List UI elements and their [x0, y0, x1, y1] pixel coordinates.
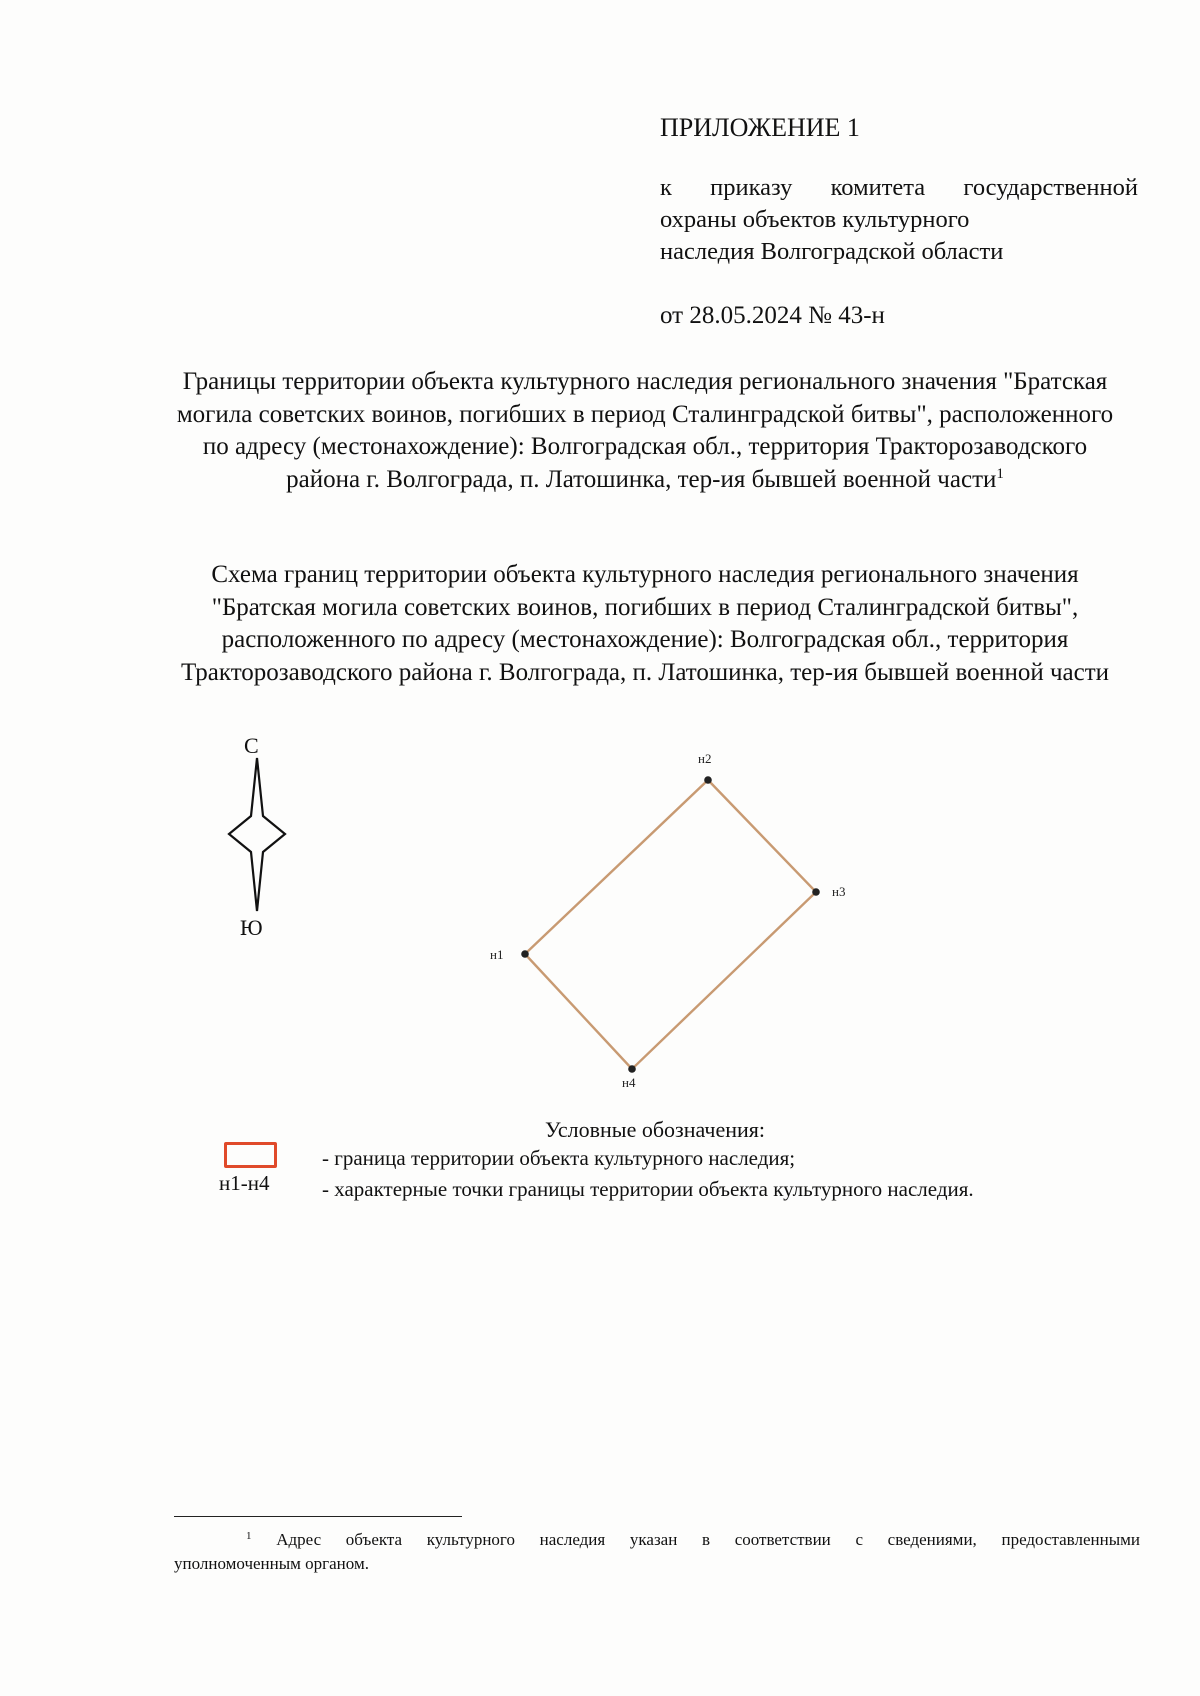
legend-title: Условные обозначения: — [544, 1117, 766, 1142]
boundaries-heading — [175, 366, 1115, 496]
appendix-title: ПРИЛОЖЕНИЕ 1 — [660, 113, 860, 142]
boundary-point-label-n4: н4 — [622, 1075, 636, 1090]
order-reference-line-1: к приказу комитета государственной — [660, 174, 1138, 201]
boundary-point-n4 — [628, 1065, 636, 1073]
footnote-line-1 — [174, 1528, 1140, 1552]
order-reference — [660, 172, 1138, 268]
footnote — [174, 1528, 1140, 1576]
legend-boundary-swatch — [224, 1142, 277, 1168]
boundary-scheme — [480, 745, 860, 1090]
order-date: от 28.05.2024 № 43-н — [660, 302, 885, 329]
compass-north-label: С — [244, 733, 259, 758]
footnote-mark: 1 — [246, 1530, 252, 1542]
boundary-point-label-n3: н3 — [832, 884, 846, 899]
boundary-point-label-n2: н2 — [698, 751, 712, 766]
legend-boundary-item: - граница территории объекта культурного наследия; — [322, 1146, 796, 1170]
scheme-heading: Схема границ территории объекта культурного наследия регионального значения "Братская могила советских воинов, погибших в период Сталинградской битвы", расположенного по адресу (местонахождение): Волгоградская обл., территория Тракторозаводского района г. Волгограда, п. Латошинка, тер-ия бывшей военной части — [180, 561, 1110, 686]
footnote-text-line-1: Адрес объекта культурного наследия указан в соответствии с сведениями, предоставленными — [276, 1530, 1140, 1549]
order-reference-line-2: охраны объектов культурного — [660, 206, 970, 233]
boundary-point-n1 — [521, 950, 529, 958]
north-arrow-icon — [225, 728, 290, 943]
boundary-polygon — [525, 780, 816, 1069]
compass-south-label: Ю — [240, 915, 263, 940]
boundary-point-n3 — [812, 888, 820, 896]
footnote-text-line-2: уполномоченным органом. — [174, 1554, 369, 1573]
boundaries-heading-text: Границы территории объекта культурного наследия регионального значения "Братская могила советских воинов, погибших в период Сталинградской битвы", расположенного по адресу (местонахождение): Волгоградская обл., территория Тракторозаводского района г. Волгограда, п. Латошинка, тер-ия бывшей военной части — [176, 368, 1114, 493]
order-reference-line-3: наследия Волгоградской области — [660, 238, 1004, 265]
footnote-divider — [174, 1516, 462, 1517]
boundary-point-label-n1: н1 — [490, 947, 504, 962]
legend-points-item: - характерные точки границы территории объекта культурного наследия. — [322, 1177, 974, 1201]
footnote-reference[interactable]: 1 — [996, 465, 1004, 482]
legend-points-code: н1-н4 — [219, 1171, 270, 1195]
boundary-point-n2 — [704, 776, 712, 784]
